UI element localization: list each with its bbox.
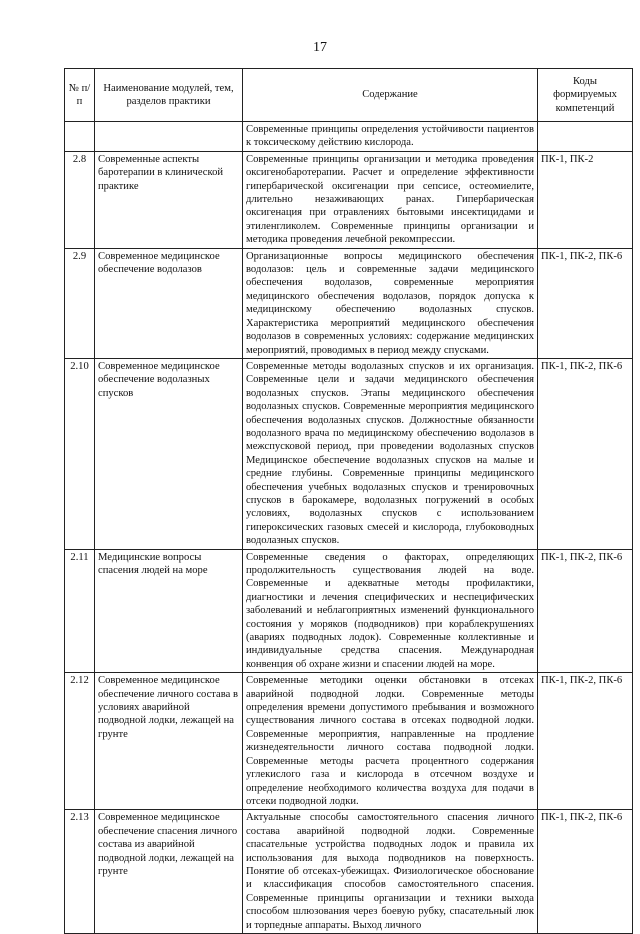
table-row [65,122,633,152]
row-content: Актуальные способы самостоятельного спасения личного состава аварийной подводной лодки. Современные спасательные устройства подводных лодок и правила их использования для выхода подводников на поверхность. Понятие об отсеках-убежищах. Физиологическое обоснование и классификация способов самостоятельного спасения. Современные принципы организации и техники выхода способом шлюзования через боевую рубку, спасательный люк и торпедные аппараты. Выход личного [243,810,538,934]
header-codes: Коды формируемых компетенций [538,69,633,122]
table-row [65,151,633,248]
table-row [65,810,633,934]
row-num: 2.8 [65,151,95,248]
row-name: Современное медицинское обеспечение водолазных спусков [95,358,243,549]
row-num: 2.11 [65,549,95,673]
row-name: Современные аспекты баротерапии в клинической практике [95,151,243,248]
row-content: Современные принципы организации и методика проведения оксигенобаротерапии. Расчет и определение эффективности гипербарической оксигенации при сепсисе, остеомиелите, длительно незаживающих ранах. Гипербарическая оксигенация при отравлениях бытовыми инсектицидами и этиленгликолем. Современные принципы организации и методика проведения лечебной рекомпрессии. [243,151,538,248]
row-name: Современное медицинское обеспечение личного состава в условиях аварийной подводной лодки, лежащей на грунте [95,673,243,810]
header-content: Содержание [243,69,538,122]
header-num: № п/п [65,69,95,122]
row-num: 2.9 [65,248,95,358]
row-num: 2.12 [65,673,95,810]
row-codes: ПК-1, ПК-2 [538,151,633,248]
row-content: Современные методики оценки обстановки в отсеках аварийной подводной лодки. Современные методы определения времени допустимого пребывания и возможного существования личного состава в отсеках подводной лодки. Современные мероприятия, направленные на продление жизнедеятельности личного состава подводной лодки. Современные методы расчета процентного содержания углекислого газа и кислорода в отсечном воздухе и определение необходимого количества воздуха для подачи в отсеки подводной лодки. [243,673,538,810]
header-name: Наименование модулей, тем, разделов практики [95,69,243,122]
row-content: Современные принципы определения устойчивости пациентов к токсическому действию кислорода. [243,122,538,152]
row-codes: ПК-1, ПК-2, ПК-6 [538,673,633,810]
row-codes [538,122,633,152]
page-number: 17 [313,40,327,55]
table-row [65,248,633,358]
row-codes: ПК-1, ПК-2, ПК-6 [538,248,633,358]
row-name: Современное медицинское обеспечение водолазов [95,248,243,358]
table-row [65,549,633,673]
row-num [65,122,95,152]
row-name: Медицинские вопросы спасения людей на море [95,549,243,673]
row-name: Современное медицинское обеспечение спасения личного состава из аварийной подводной лодки, лежащей на грунте [95,810,243,934]
table-row [65,358,633,549]
row-codes: ПК-1, ПК-2, ПК-6 [538,549,633,673]
row-codes: ПК-1, ПК-2, ПК-6 [538,810,633,934]
practice-table [64,68,633,934]
row-content: Современные сведения о факторах, определяющих продолжительность существования людей на воде. Современные и адекватные методы профилактики, диагностики и лечения специфических и неспецифических заболеваний и неблагоприятных изменений функционального состояния у моряков (подводников) при кораблекрушениях (авариях подводных лодок). Современные коллективные и индивидуальные средства спасения. Международная конвенция об охране жизни и спасении людей на море. [243,549,538,673]
table-header-row [65,69,633,122]
row-content: Современные методы водолазных спусков и их организация. Современные цели и задачи медицинского обеспечения водолазных спусков. Этапы медицинского обеспечения водолазных спусков. Современные мероприятия медицинского обеспечения водолазных спусков. Должностные обязанности водолазного врача по медицинскому обеспечению водолазов в межспусковой период, при проведении водолазных спусков Медицинское обеспечение водолазных спусков на малые и средние глубины. Современные принципы медицинского обеспечения учебных водолазных спусков и тренировочных спусков в барокамере, водолазных погружений в особых условиях, водолазных спусков с использованием гипероксических газовых смесей и кислорода, глубоководных водолазных спусков. [243,358,538,549]
row-num: 2.10 [65,358,95,549]
row-codes: ПК-1, ПК-2, ПК-6 [538,358,633,549]
row-name [95,122,243,152]
table-row [65,673,633,810]
row-content: Организационные вопросы медицинского обеспечения водолазов: цель и современные задачи медицинского обеспечения водолазов, современные мероприятия медицинского обеспечения водолазов, порядок допуска к медицинскому обеспечению водолазных спусков. Характеристика мероприятий медицинского обеспечения водолазов в современных условиях: содержание медицинских мероприятий, проводимых в период между спусками. [243,248,538,358]
row-num: 2.13 [65,810,95,934]
